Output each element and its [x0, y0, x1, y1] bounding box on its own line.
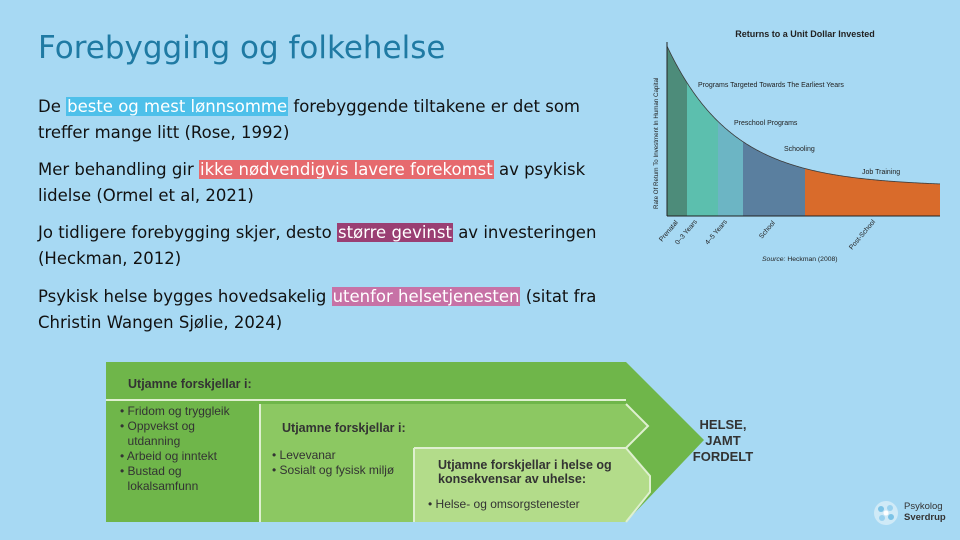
highlight-text: ikke nødvendigvis lavere forekomst — [199, 160, 493, 179]
list-item-text: Helse- og omsorgstenester — [435, 497, 580, 511]
box-3-list — [426, 497, 626, 512]
logo-line-1: Psykolog — [904, 501, 943, 512]
list-item: • Levevanar — [272, 448, 336, 462]
paragraph-text: forebyggende tiltakene er det som treffer mange litt (Rose, 1992) — [38, 97, 581, 142]
box-2-list — [270, 448, 410, 478]
paragraph-text: Psykisk helse bygges hovedsakelig — [38, 287, 332, 306]
box-1-list — [118, 404, 258, 494]
list-item: • Fridom og tryggleik — [120, 404, 230, 418]
list-item-text: Sosialt og fysisk miljø — [279, 463, 395, 477]
x-tick-4-5: 4–5 Years — [704, 218, 729, 247]
list-item: • Arbeid og inntekt — [120, 449, 217, 463]
list-item: • Sosialt og fysisk miljø — [272, 463, 395, 477]
list-item: • Bustad og lokalsamfunn — [118, 464, 258, 494]
highlight-text: beste og mest lønnsomme — [67, 97, 288, 116]
paragraph-text: av psykisk lidelse (Ormel et al, 2021) — [38, 160, 586, 205]
highlight-text: større gevinst — [337, 223, 452, 242]
list-item: • Helse- og omsorgstenester — [428, 497, 580, 511]
source-text: Heckman (2008) — [787, 256, 838, 263]
box-1-heading: Utjamne forskjellar i: — [128, 377, 252, 391]
paragraph-text: De — [38, 97, 67, 116]
annotation-schooling: Schooling — [784, 146, 815, 153]
diagram-outcome: HELSE, JAMT FORDELT — [692, 417, 754, 464]
y-axis-label: Rate Of Return To Investment In Human Capital — [653, 77, 660, 209]
source-label: Source: — [762, 256, 786, 263]
x-tick-prenatal: Prenatal — [658, 219, 680, 244]
annotation-preschool: Preschool Programs — [734, 120, 798, 127]
highlight-text: utenfor helsetjenesten — [332, 287, 520, 306]
x-tick-school: School — [758, 219, 777, 241]
box-3-heading: Utjamne forskjellar i helse og konsekvensar av uhelse: — [438, 458, 612, 486]
annotation-job-training: Job Training — [862, 169, 901, 176]
paragraph-text: Jo tidligere forebygging skjer, desto — [38, 223, 337, 242]
list-item-text: Fridom og tryggleik — [127, 404, 230, 418]
annotation-earliest-years: Programs Targeted Towards The Earliest Years — [698, 82, 844, 89]
paragraph-text: Mer behandling gir — [38, 160, 199, 179]
psykolog-sverdrup-logo — [872, 499, 952, 527]
x-tick-post-school: Post-School — [848, 218, 878, 252]
logo-line-2: Sverdrup — [904, 512, 946, 523]
list-item: • Oppvekst og utdanning — [118, 419, 258, 449]
x-tick-0-3: 0–3 Years — [674, 218, 699, 247]
list-item-text: Bustad og lokalsamfunn — [127, 464, 199, 493]
chart-title: Returns to a Unit Dollar Invested — [735, 29, 875, 39]
logo-mark-icon — [872, 499, 900, 527]
list-item-text: Levevanar — [279, 448, 336, 462]
list-item-text: Arbeid og inntekt — [126, 449, 217, 463]
page-title: Forebygging og folkehelse — [38, 30, 446, 66]
paragraph-text: av investeringen (Heckman, 2012) — [38, 223, 597, 268]
paragraph-text: (sitat fra Christin Wangen Sjølie, 2024) — [38, 287, 597, 332]
list-item-text: Oppvekst og utdanning — [127, 419, 195, 448]
box-2-heading: Utjamne forskjellar i: — [282, 421, 406, 435]
logo-text — [904, 501, 946, 523]
